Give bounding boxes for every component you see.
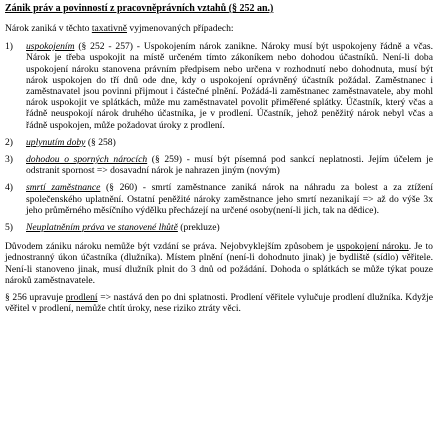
list-item-number: 1) [5, 41, 13, 53]
paragraph-text-before: § 256 upravuje [5, 292, 66, 304]
paragraph-text-after: => nastává den po dni splatnosti. Prodlení věřitele vylučuje prodlení dlužníka. Kdyžje věřitel v prodlení, nemůže chtít úroky, nese riziko ztráty věci. [5, 292, 433, 315]
paragraph-term: prodlení [65, 292, 98, 304]
list-item-text: (§ 258) [85, 136, 116, 148]
list-item [5, 182, 433, 216]
list-item-term: Neuplatněním práva ve stanovené lhůtě [26, 222, 178, 234]
list-item-number: 3) [5, 154, 13, 166]
list-item-text: (§ 260) - smrtí zaměstnance zaniká nárok na náhradu za bolest a za ztížení společenského uplatnění. Ostatní peněžité nároky zaměstnance jeho smrtí nezanikají => až do výše 3x jeho průměrného měsíčního výdělku přecházejí na určené osoby(není-li jich, tak na dědice). [26, 182, 433, 216]
list-item-text: (§ 252 - 257) - Uspokojením nárok zanikne. Nároky musí být uspokojeny řádně a včas. Nárok je třeba uspokojit na místě určeném tímto zákoníkem nebo dohodou účastníků. Není-li doba uspokojení nároku stanovena právním předpisem nebo určena v rozhodnutí nebo dohodnuta, musí být nárok uspokojen do tří dnů ode dne, kdy o uspokojení oprávněný účastník požádal. Zaměstnanec i zaměstnavatel jsou povinni přijmout i částečné plnění. Požádá-li zaměstnanec zaměstnavatele, aby mohl nárok uspokojit ve splátkách, může mu zaměstnavatel povolit přiměřené splátky. Účastník, který včas a řádně neuspokojí nárok druhého účastníka, je v prodlení. Účastník, jehož peněžitý nárok nebyl včas a řádně uspokojen, může požadovat úroky z prodlení. [26, 41, 433, 131]
list-item-term: dohodou o sporných nárocích [26, 154, 148, 166]
list-item-term: uplynutím doby [26, 136, 86, 148]
intro-text-before: Nárok zaniká v těchto [5, 23, 92, 34]
intro-text-after: vyjmenovaných případech: [127, 23, 234, 34]
list-item-number: 4) [5, 182, 13, 194]
list-item-number: 5) [5, 222, 13, 234]
list-item [5, 222, 433, 233]
document-title: Zánik práv a povinností z pracovněprávních vztahů (§ 252 an.) [5, 3, 274, 14]
list-item-term: smrtí zaměstnance [26, 182, 101, 194]
paragraph-term: uspokojení nároku [336, 241, 409, 253]
document-page [5, 3, 433, 314]
intro-term: taxativně [91, 23, 128, 34]
list-item [5, 154, 433, 176]
body-paragraph [5, 292, 433, 314]
intro-paragraph [5, 23, 433, 34]
list-item-text: (prekluze) [177, 222, 220, 234]
list-item-number: 2) [5, 136, 13, 148]
list-item-text: (§ 259) - musí být písemná pod sankcí neplatnosti. Jejím účelem je odstranit spornost => dosavadní nárok je nahrazen jiným (novým) [26, 154, 433, 177]
body-paragraph [5, 241, 433, 286]
list-item [5, 41, 433, 131]
paragraph-text-before: Důvodem zániku nároku nemůže být vzdání se práva. Nejobvyklejším způsobem je [5, 241, 337, 253]
list-item-term: uspokojením [26, 41, 75, 53]
paragraph-text-after: . Je to jednostranný úkon účastníka (dlužníka). Místem plnění (není-li dohodnuto jinak) je bydliště (sídlo) věřitele. Není-li stanoveno jinak, musí dlužník plnit do 3 dnů od požádání. Dohoda o splátkách se může týkat pouze nároků zaměstnavatele. [5, 241, 433, 286]
list-item [5, 137, 433, 148]
